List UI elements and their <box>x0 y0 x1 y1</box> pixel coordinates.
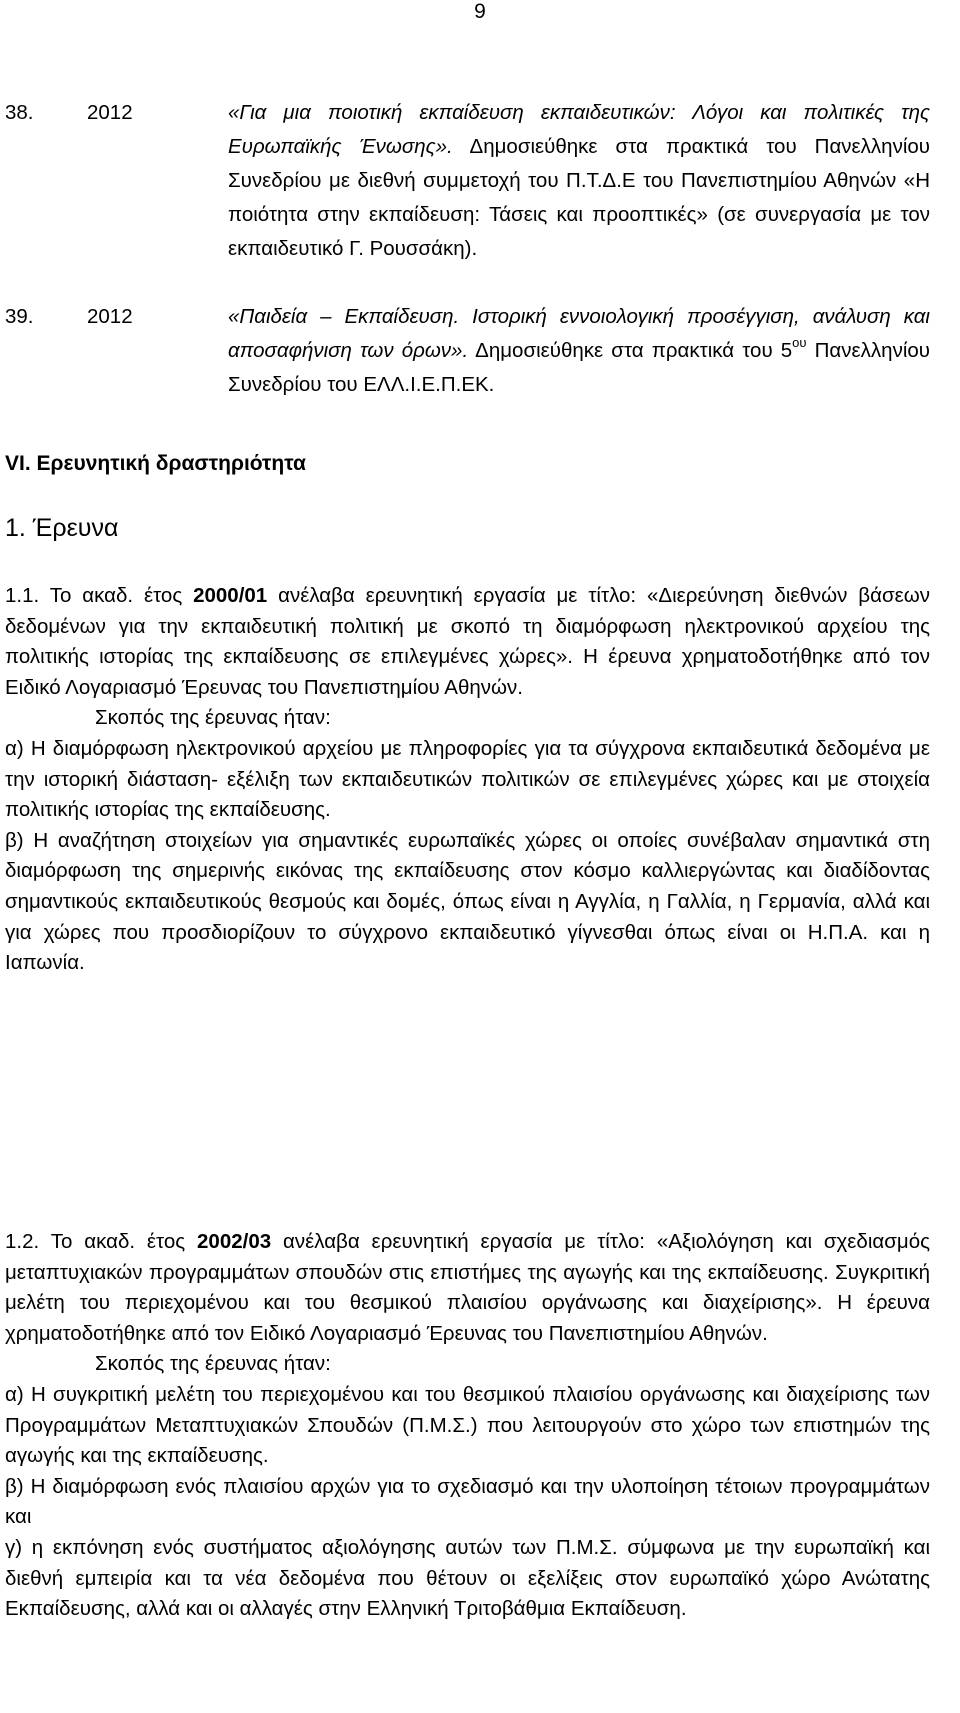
publication-entry <box>5 300 930 402</box>
publication-text <box>228 300 930 402</box>
research-description: 1.2. Το ακαδ. έτος 2002/03 ανέλαβα ερευνητική εργασία με τίτλο: «Αξιολόγηση και σχεδιασμός μεταπτυχιακών προγραμμάτων σπουδών στις επιστήμες της αγωγής και της εκπαίδευσης. Συγκριτική μελέτη του περιεχομένου και του θεσμικού πλαισίου οργάνωσης και διαχείρισης». Η έρευνα χρηματοδοτήθηκε από τον Ειδικό Λογαριασμό Έρευνας του Πανεπιστημίου Αθηνών. <box>5 1230 930 1345</box>
research-description: 1.1. Το ακαδ. έτος 2000/01 ανέλαβα ερευνητική εργασία με τίτλο: «Διερεύνηση διεθνών βάσεων δεδομένων για την εκπαιδευτική πολιτική με σκοπό τη διαμόρφωση ηλεκτρονικού αρχείου της πολιτικής ιστορίας της εκπαίδευσης σε επιλεγμένες χώρες». Η έρευνα χρηματοδοτήθηκε από τον Ειδικό Λογαριασμό Έρευνας του Πανεπιστημίου Αθηνών. <box>5 584 930 699</box>
publication-entry <box>5 96 930 266</box>
academic-year: 2002/03 <box>197 1230 272 1253</box>
research-aim-label: Σκοπός της έρευνας ήταν: <box>95 1352 331 1376</box>
section-heading: VI. Ερευνητική δραστηριότητα <box>5 452 306 475</box>
sub-heading: 1. Έρευνα <box>5 514 119 542</box>
research-point: α) Η διαμόρφωση ηλεκτρονικού αρχείου με πληροφορίες για τα σύγχρονα εκπαιδευτικά δεδομένα με την ιστορική διάσταση- εξέλιξη των εκπαιδευτικών πολιτικών σε επιλεγμένες χώρες και με στοιχεία πολιτικής ιστορίας της εκπαίδευσης. <box>5 736 930 822</box>
publication-details: Δημοσιεύθηκε στα πρακτικά του Πανελληνίου Συνεδρίου με διεθνή συμμετοχή του Π.Τ.Δ.Ε του Πανεπιστημίου Αθηνών «Η ποιότητα στην εκπαίδευση: Τάσεις και προοπτικές» (σε συνεργασία με τον εκπαιδευτικό Γ. Ρουσσάκη). <box>228 135 930 260</box>
publication-title: «Για μια ποιοτική εκπαίδευση εκπαιδευτικών: Λόγοι και πολιτικές της Ευρωπαϊκής Ένωσης». <box>228 101 930 158</box>
ordinal-suffix: ου <box>792 335 807 350</box>
publication-number: 38. <box>5 101 34 124</box>
publication-number: 39. <box>5 305 34 328</box>
publication-year: 2012 <box>87 305 133 328</box>
research-point: β) Η διαμόρφωση ενός πλαισίου αρχών για το σχεδιασμό και την υλοποίηση τέτοιων προγραμμάτων και <box>5 1474 930 1529</box>
publication-year: 2012 <box>87 101 133 124</box>
publication-text <box>228 96 930 266</box>
research-item-1 <box>5 581 930 979</box>
research-aim-label: Σκοπός της έρευνας ήταν: <box>95 706 331 730</box>
academic-year: 2000/01 <box>193 584 268 607</box>
research-point: β) Η αναζήτηση στοιχείων για σημαντικές ευρωπαϊκές χώρες οι οποίες συνέβαλαν σημαντικά στη διαμόρφωση της σημερινής εικόνας της εκπαίδευσης στον κόσμο καλλιεργώντας και διαδίδοντας σημαντικούς εκπαιδευτικούς θεσμούς και δομές, όπως είναι η Αγγλία, η Γαλλία, η Γερμανία, αλλά και για χώρες που προσδιορίζουν το σύγχρονο εκπαιδευτικό γίγνεσθαι όπως είναι οι Η.Π.Α. και η Ιαπωνία. <box>5 828 930 975</box>
research-point: γ) η εκπόνηση ενός συστήματος αξιολόγησης αυτών των Π.Μ.Σ. σύμφωνα με την ευρωπαϊκή και διεθνή εμπειρία και τα νέα δεδομένα που θέτουν οι εξελίξεις στον ευρωπαϊκό χώρο Ανώτατης Εκπαίδευσης, αλλά και οι αλλαγές στην Ελληνική Τριτοβάθμια Εκπαίδευση. <box>5 1535 930 1621</box>
research-point: α) Η συγκριτική μελέτη του περιεχομένου και του θεσμικού πλαισίου οργάνωσης και διαχείρισης των Προγραμμάτων Μεταπτυχιακών Σπουδών (Π.Μ.Σ.) που λειτουργούν στο χώρο των επιστημών της αγωγής και της εκπαίδευσης. <box>5 1382 930 1468</box>
publication-details: Πανελληνίου Συνεδρίου του ΕΛΛ.Ι.Ε.Π.ΕΚ. <box>228 339 930 396</box>
publication-title: «Παιδεία – Εκπαίδευση. Ιστορική εννοιολογική προσέγγιση, ανάλυση και αποσαφήνιση των όρων». <box>228 305 930 362</box>
page-number: 9 <box>474 0 486 23</box>
publication-details: Δημοσιεύθηκε στα πρακτικά του 5 <box>468 339 793 362</box>
research-item-2 <box>5 1227 930 1625</box>
